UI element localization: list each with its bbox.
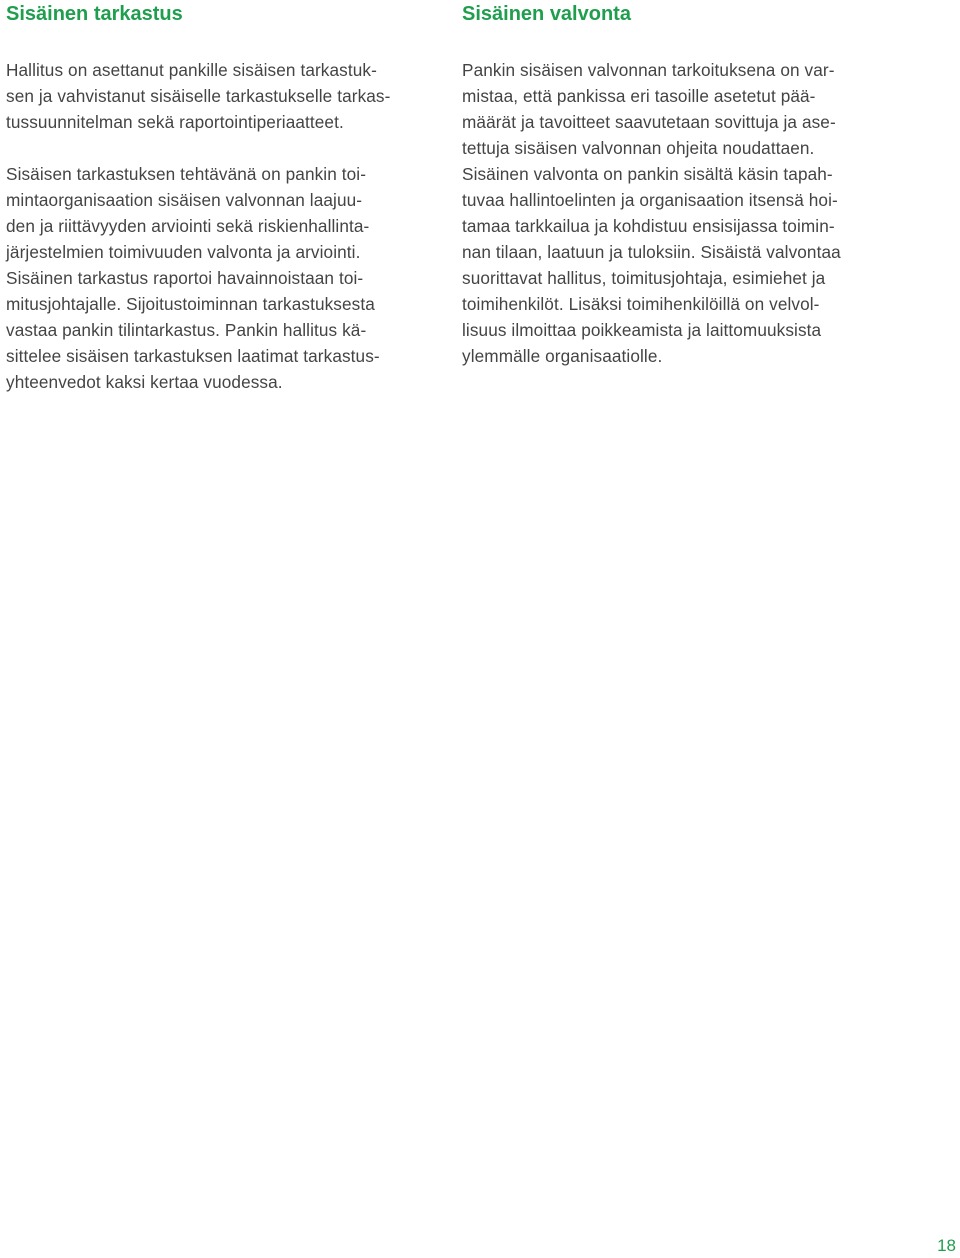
text-line: tamaa tarkkailua ja kohdistuu ensisijassa toimin- bbox=[462, 216, 835, 236]
text-line: ylemmälle organisaatiolle. bbox=[462, 346, 663, 366]
text-line: tussuunnitelman sekä raportointiperiaatteet. bbox=[6, 112, 344, 132]
text-line: mitusjohtajalle. Sijoitustoiminnan tarkastuksesta bbox=[6, 294, 375, 314]
section-heading-internal-audit: Sisäinen tarkastus bbox=[6, 3, 183, 25]
text-line: nan tilaan, laatuun ja tuloksiin. Sisäistä valvontaa bbox=[462, 242, 841, 262]
text-line: toimihenkilöt. Lisäksi toimihenkilöillä on velvol- bbox=[462, 294, 820, 314]
text-line: den ja riittävyyden arviointi sekä riskienhallinta- bbox=[6, 216, 370, 236]
paragraph-gap bbox=[6, 135, 446, 161]
text-line: lisuus ilmoittaa poikkeamista ja laittomuuksista bbox=[462, 320, 822, 340]
text-line: sittelee sisäisen tarkastuksen laatimat tarkastus- bbox=[6, 346, 380, 366]
text-line: mistaa, että pankissa eri tasoille asetetut pää- bbox=[462, 86, 816, 106]
text-line: vastaa pankin tilintarkastus. Pankin hallitus kä- bbox=[6, 320, 367, 340]
text-line: järjestelmien toimivuuden valvonta ja arviointi. bbox=[6, 242, 361, 262]
text-line: Sisäinen valvonta on pankin sisältä käsin tapah- bbox=[462, 164, 833, 184]
text-line: Sisäinen tarkastus raportoi havainnoistaan toi- bbox=[6, 268, 364, 288]
text-line: mintaorganisaation sisäisen valvonnan laajuu- bbox=[6, 190, 363, 210]
text-line: Hallitus on asettanut pankille sisäisen tarkastuk- bbox=[6, 60, 377, 80]
text-line: tuvaa hallintoelinten ja organisaation itsensä hoi- bbox=[462, 190, 838, 210]
page-number: 18 bbox=[937, 1236, 956, 1255]
right-column bbox=[462, 0, 902, 369]
section-heading-internal-control: Sisäinen valvonta bbox=[462, 3, 631, 25]
text-line: suorittavat hallitus, toimitusjohtaja, esimiehet ja bbox=[462, 268, 826, 288]
text-line: Sisäisen tarkastuksen tehtävänä on pankin toi- bbox=[6, 164, 367, 184]
text-line: yhteenvedot kaksi kertaa vuodessa. bbox=[6, 372, 283, 392]
text-line: Pankin sisäisen valvonnan tarkoituksena on var- bbox=[462, 60, 835, 80]
text-line: tettuja sisäisen valvonnan ohjeita noudattaen. bbox=[462, 138, 815, 158]
text-line: määrät ja tavoitteet saavutetaan sovittuja ja ase- bbox=[462, 112, 836, 132]
text-line: sen ja vahvistanut sisäiselle tarkastukselle tarkas- bbox=[6, 86, 391, 106]
left-column bbox=[6, 0, 446, 395]
